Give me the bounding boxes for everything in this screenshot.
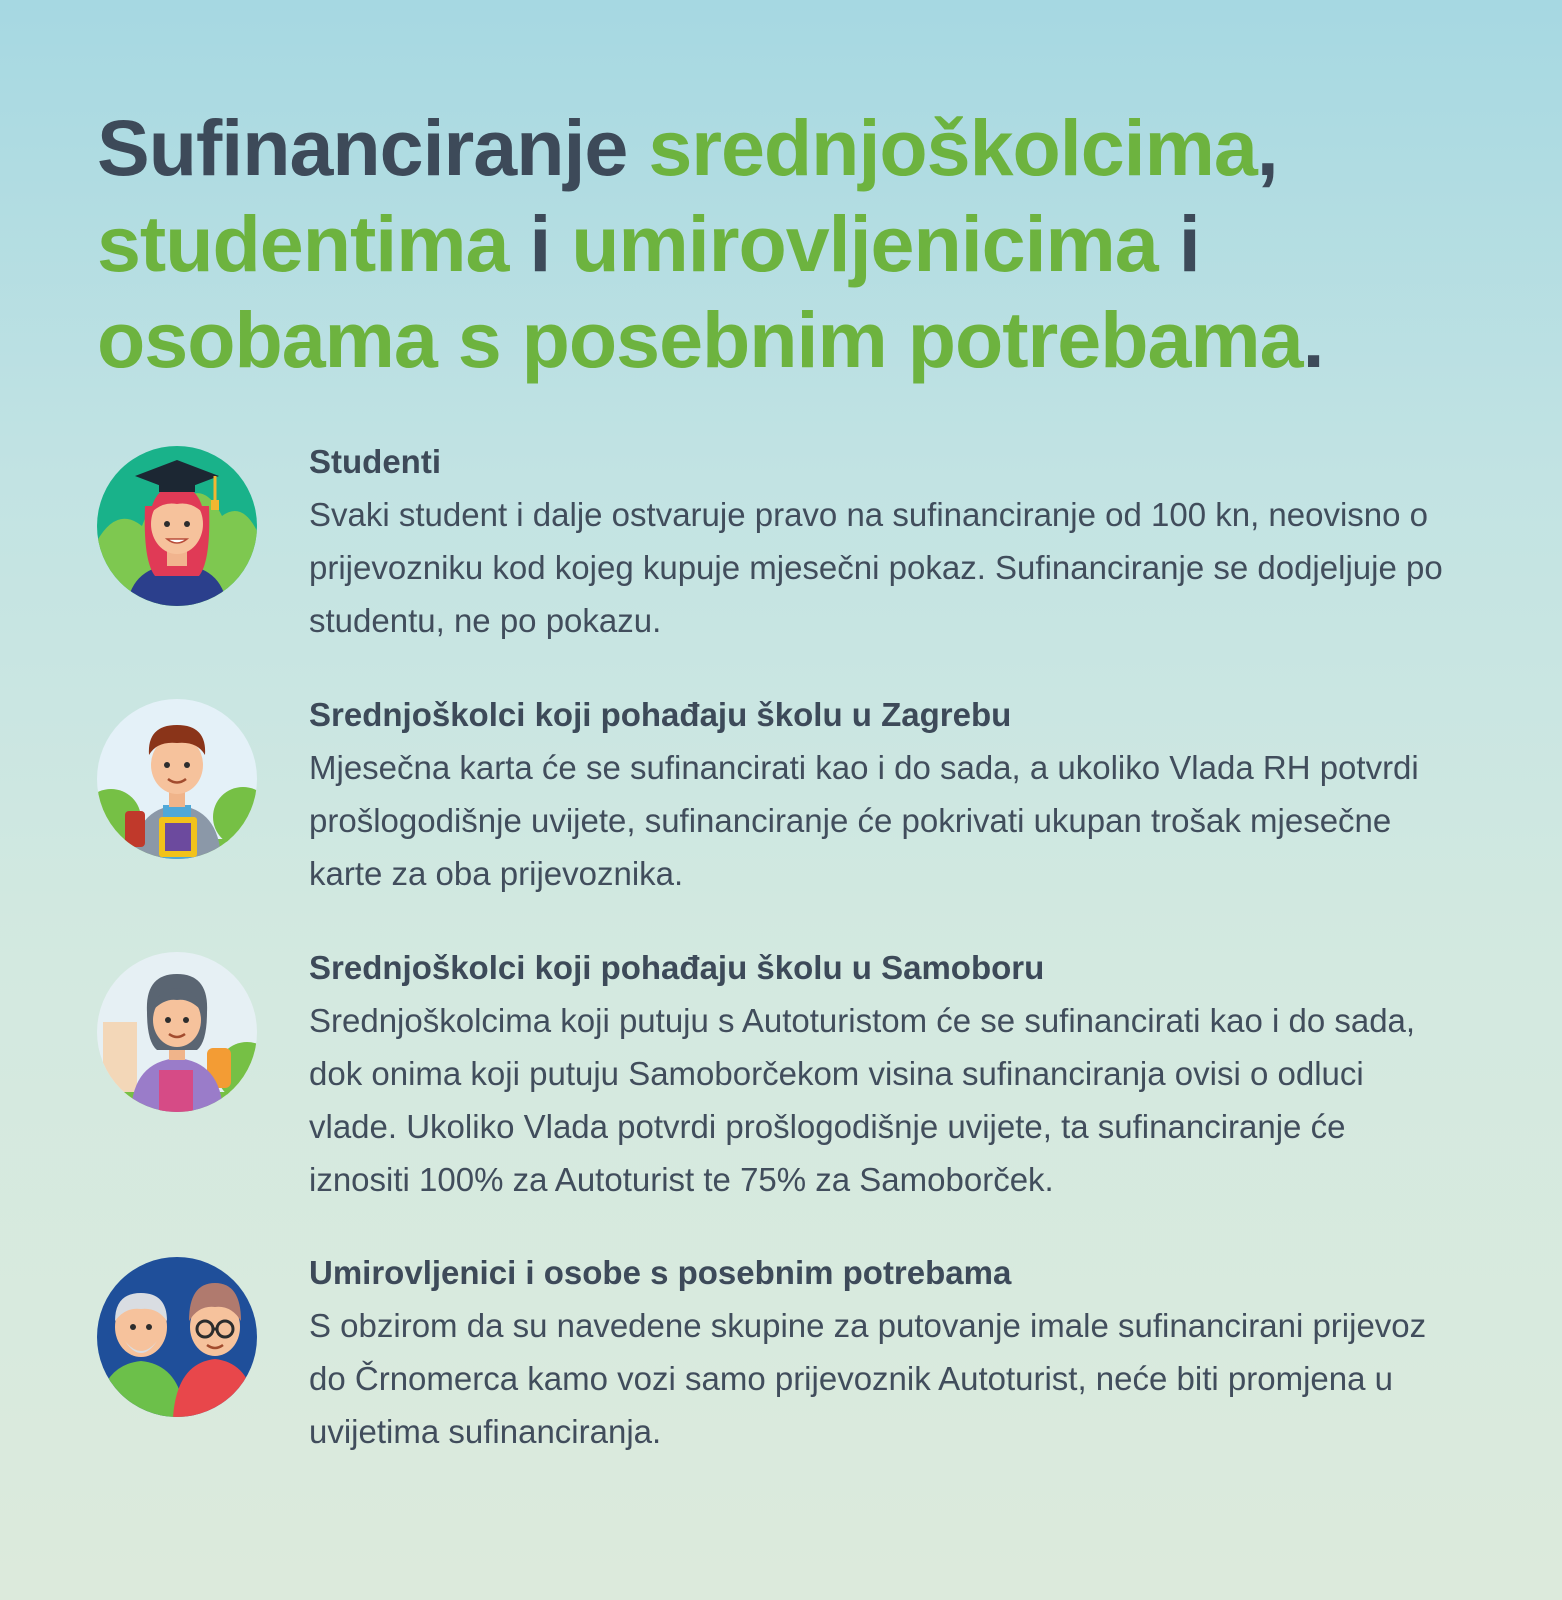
section-title: Studenti [309,443,441,480]
elderly-couple-avatar-icon [97,1257,257,1417]
page-title [97,100,1437,388]
title-part: . [1302,295,1324,384]
section-body: Svaki student i dalje ostvaruje pravo na sufinanciranje od 100 kn, neovisno o prijevozniku kod kojeg kupuje mjesečni pokaz. Sufinanciranje se dodjeljuje po studentu, ne po pokazu. [309,496,1443,639]
title-highlight: studentima [97,199,509,288]
section-title: Srednjoškolci koji pohađaju školu u Samoboru [309,949,1045,986]
title-part: Sufinanciranje [97,103,649,192]
title-part: i [1157,199,1200,288]
title-highlight: srednjoškolcima [648,103,1257,192]
highschool-boy-avatar-icon [97,699,257,859]
student-graduate-avatar-icon [97,446,257,606]
section-title: Umirovljenici i osobe s posebnim potrebama [309,1254,1012,1291]
title-part: , [1256,103,1278,192]
highschool-girl-avatar-icon [97,952,257,1112]
section-body: S obzirom da su navedene skupine za putovanje imale sufinancirani prijevoz do Črnomerca kamo vozi samo prijevoznik Autoturist, neće biti promjena u uvijetima sufinanciranja. [309,1307,1427,1450]
section-body: Mjesečna karta će se sufinancirati kao i do sada, a ukoliko Vlada RH potvrdi prošlogodišnje uvijete, sufinanciranje će pokrivati ukupan trošak mjesečne karte za oba prijevoznika. [309,749,1419,892]
title-part: i [508,199,572,288]
section-title: Srednjoškolci koji pohađaju školu u Zagrebu [309,696,1012,733]
title-highlight: umirovljenicima [571,199,1158,288]
title-highlight: osobama s posebnim potrebama [97,295,1303,384]
section-body: Srednjoškolcima koji putuju s Autoturistom će se sufinancirati kao i do sada, dok onima koji putuju Samoborčekom visina sufinanciranja ovisi o odluci vlade. Ukoliko Vlada potvrdi prošlogodišnje uvijete, ta sufinanciranje će iznositi 100% za Autoturist te 75% za Samoborček. [309,1002,1416,1198]
